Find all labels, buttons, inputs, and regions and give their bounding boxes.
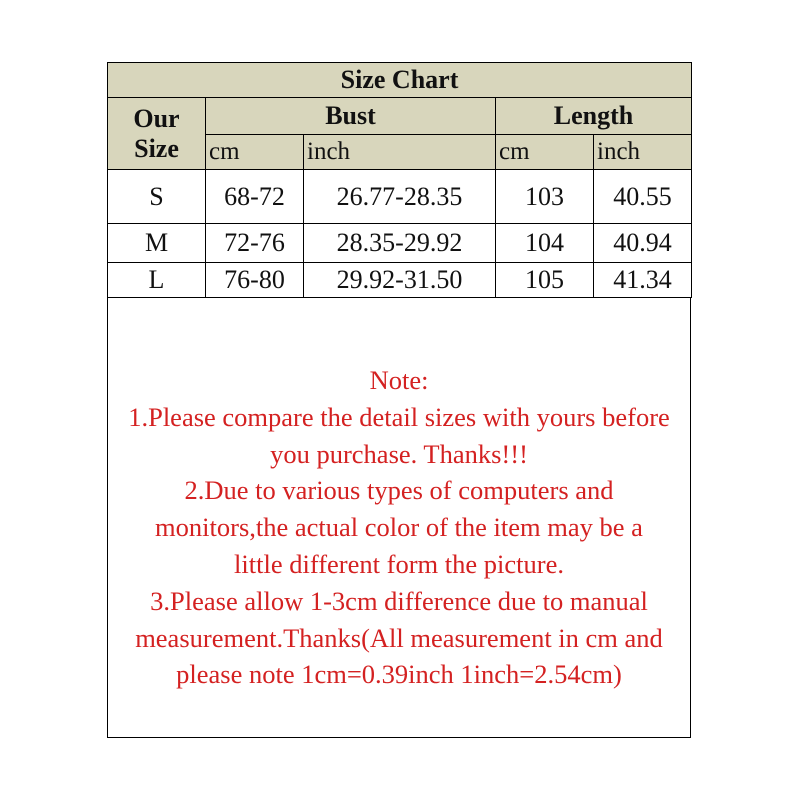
bust-cm-unit: cm <box>206 135 304 170</box>
length-inch-cell: 40.94 <box>594 224 692 263</box>
size-chart-table <box>107 62 692 298</box>
size-header-line2: Size <box>134 133 179 163</box>
length-inch-cell: 40.55 <box>594 170 692 224</box>
length-cm-unit: cm <box>496 135 594 170</box>
size-cell: M <box>108 224 206 263</box>
note-line: little different form the picture. <box>234 548 564 579</box>
length-inch-cell: 41.34 <box>594 263 692 298</box>
size-cell: S <box>108 170 206 224</box>
note-block <box>109 362 689 693</box>
length-cm-cell: 105 <box>496 263 594 298</box>
bust-header: Bust <box>206 98 496 135</box>
size-header-line1: Our <box>133 103 180 133</box>
note-line: 2.Due to various types of computers and <box>184 475 614 506</box>
bust-inch-cell: 29.92-31.50 <box>304 263 496 298</box>
table-title: Size Chart <box>108 63 692 98</box>
bust-cm-cell: 68-72 <box>206 170 304 224</box>
note-line: please note 1cm=0.39inch 1inch=2.54cm) <box>176 659 622 690</box>
bust-cm-cell: 76-80 <box>206 263 304 298</box>
length-inch-unit: inch <box>594 135 692 170</box>
table-row <box>108 263 692 298</box>
size-cell: L <box>108 263 206 298</box>
note-line: you purchase. Thanks!!! <box>270 438 528 469</box>
note-heading: Note: <box>369 365 429 395</box>
bust-cm-cell: 72-76 <box>206 224 304 263</box>
size-column-header <box>108 98 206 170</box>
note-line: monitors,the actual color of the item may be a <box>155 512 643 543</box>
length-cm-cell: 103 <box>496 170 594 224</box>
bust-inch-cell: 26.77-28.35 <box>304 170 496 224</box>
table-row <box>108 224 692 263</box>
note-line: 3.Please allow 1-3cm difference due to manual <box>150 585 648 616</box>
bust-inch-cell: 28.35-29.92 <box>304 224 496 263</box>
note-line: 1.Please compare the detail sizes with yours before <box>128 401 670 432</box>
table-row <box>108 170 692 224</box>
length-header: Length <box>496 98 692 135</box>
note-line: measurement.Thanks(All measurement in cm and <box>135 622 663 653</box>
bust-inch-unit: inch <box>304 135 496 170</box>
length-cm-cell: 104 <box>496 224 594 263</box>
